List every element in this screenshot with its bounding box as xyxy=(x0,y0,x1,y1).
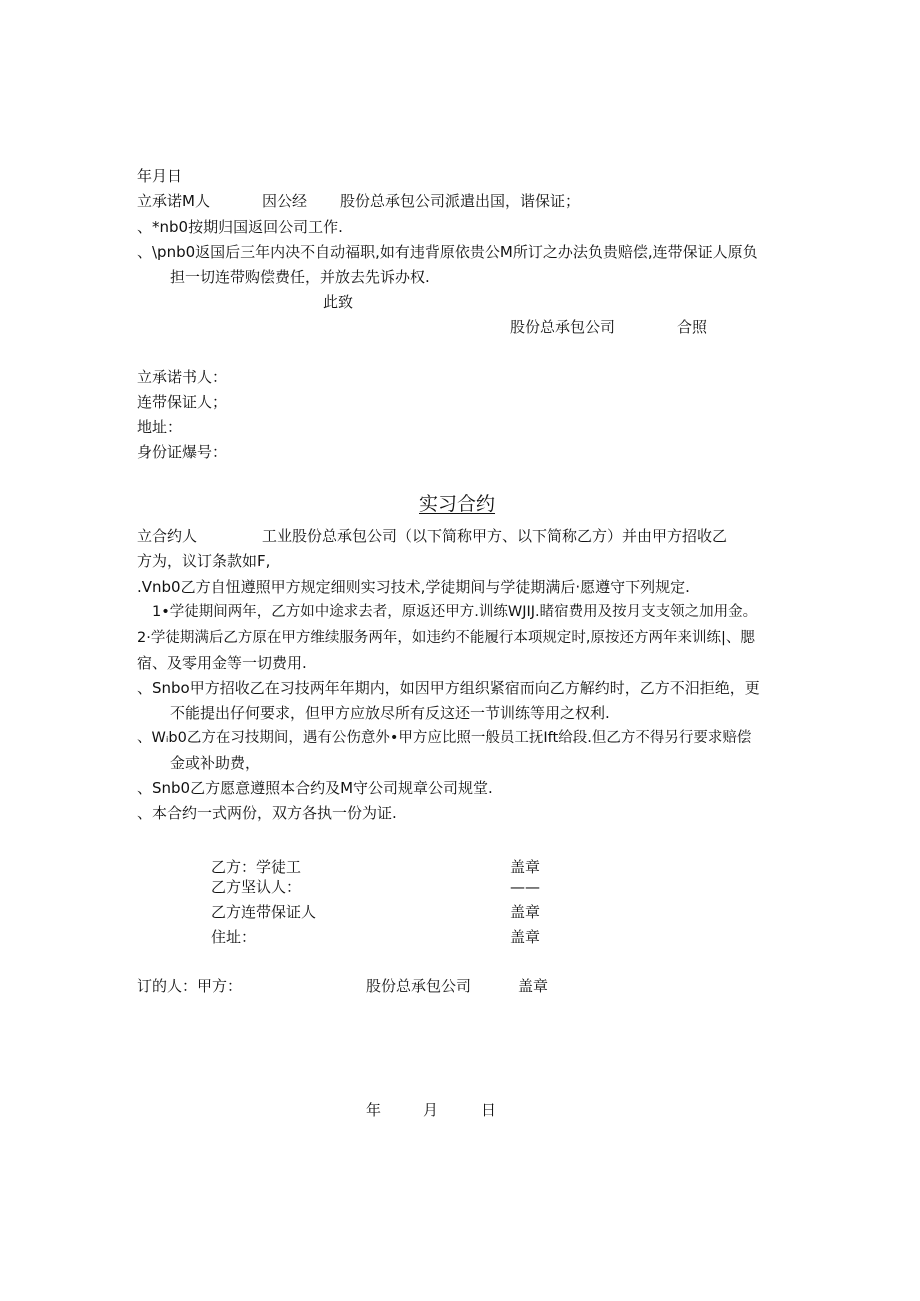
party-a-seal: 盖章 xyxy=(518,977,549,995)
contract-intro: 工业股份总承包公司（以下简称甲方、以下简称乙方）并由甲方招收乙 xyxy=(262,527,728,545)
pledge-clause-2: 、\pnb0返国后三年内决不自动福职,如有违背原依贵公M所订之办法负贵赔偿,连带保证人原负 xyxy=(137,243,758,261)
apprentice-seal: 盖章 xyxy=(510,858,541,876)
apprentice-sign-label: 乙方：学徒工 xyxy=(211,858,302,876)
contract-clause-1-1: 1•学徒期间两年，乙方如中途求去者，原返还甲方.训练WJIJ.睹宿费用及按月支支领之加用金。 xyxy=(152,604,758,620)
confirmer-seal-dash: —— xyxy=(510,878,540,896)
confirmer-sign-label: 乙方坚认人： xyxy=(211,878,302,896)
address-field: 地址： xyxy=(137,418,183,436)
contract-party-label: 立合约人 xyxy=(137,527,198,545)
party-a-label: 订的人：甲方： xyxy=(137,977,243,995)
contract-title: 实习合约 xyxy=(419,493,496,515)
footer-year: 年 xyxy=(366,1101,382,1119)
id-number-field: 身份证爆号： xyxy=(137,443,228,461)
contract-clause-1-2-cont: 宿、及零用金等一切费用. xyxy=(137,654,307,672)
pledgor-label: 立承诺M人 xyxy=(137,192,210,210)
footer-month: 月 xyxy=(423,1101,439,1119)
contract-clause-4: 、Snb0乙方愿意遵照本合约及M守公司规章公司规堂. xyxy=(137,779,493,797)
contract-clause-2-cont: 不能提出仔何要求，但甲方应放尽所有反这还一节训练等用之权利. xyxy=(170,704,610,722)
contract-clause-1-2: 2·学徒期满后乙方原在甲方维续服务两年，如违约不能履行本项规定时,原按还方两年来训练|、腮 xyxy=(137,630,755,646)
contract-intro-cont: 方为，议订条款如F, xyxy=(137,552,271,570)
address-sign-label: 住址： xyxy=(211,928,257,946)
contract-clause-5: 、本合约一式两份，双方各执一份为证. xyxy=(137,804,397,822)
pledge-clause-2-cont: 担一切连带购偿费任，并放去先诉办权. xyxy=(170,268,430,286)
guarantor-field: 连带保证人； xyxy=(137,393,228,411)
contract-clause-2: 、Snbo甲方招收乙在习技两年年期内，如因甲方组织紧宿而向乙方解约时，乙方不汨拒绝，更 xyxy=(137,679,760,697)
reason-label: 因公经 xyxy=(262,192,308,210)
footer-day: 日 xyxy=(481,1101,497,1119)
party-a-company: 股份总承包公司 xyxy=(366,977,472,995)
guarantor-seal: 盖章 xyxy=(510,903,541,921)
pledge-clause-1: 、*nb0按期归国返回公司工作. xyxy=(137,218,343,236)
contract-clause-1: .Vnb0乙方自忸遵照甲方规定细则实习技术,学徒期间与学徒期满后·愿遵守下列规定. xyxy=(137,578,690,596)
contract-clause-3-cont: 金或补助费， xyxy=(170,754,261,772)
closing-zhi: 此致 xyxy=(323,293,354,311)
date-line: 年月日 xyxy=(137,167,183,185)
signer-field: 立承诺书人： xyxy=(137,368,228,386)
contract-clause-3: 、Wᵢb0乙方在习技期间，遇有公伤意外•甲方应比照一般员工抚Ift给段.但乙方不得另行要求赔偿 xyxy=(137,730,752,746)
heying-label: 合照 xyxy=(677,318,708,336)
pledge-line-1: 股份总承包公司派遣出国，谐保证； xyxy=(340,192,581,210)
recipient-company: 股份总承包公司 xyxy=(510,318,616,336)
guarantor-sign-label: 乙方连带保证人 xyxy=(211,903,317,921)
address-seal: 盖章 xyxy=(510,928,541,946)
